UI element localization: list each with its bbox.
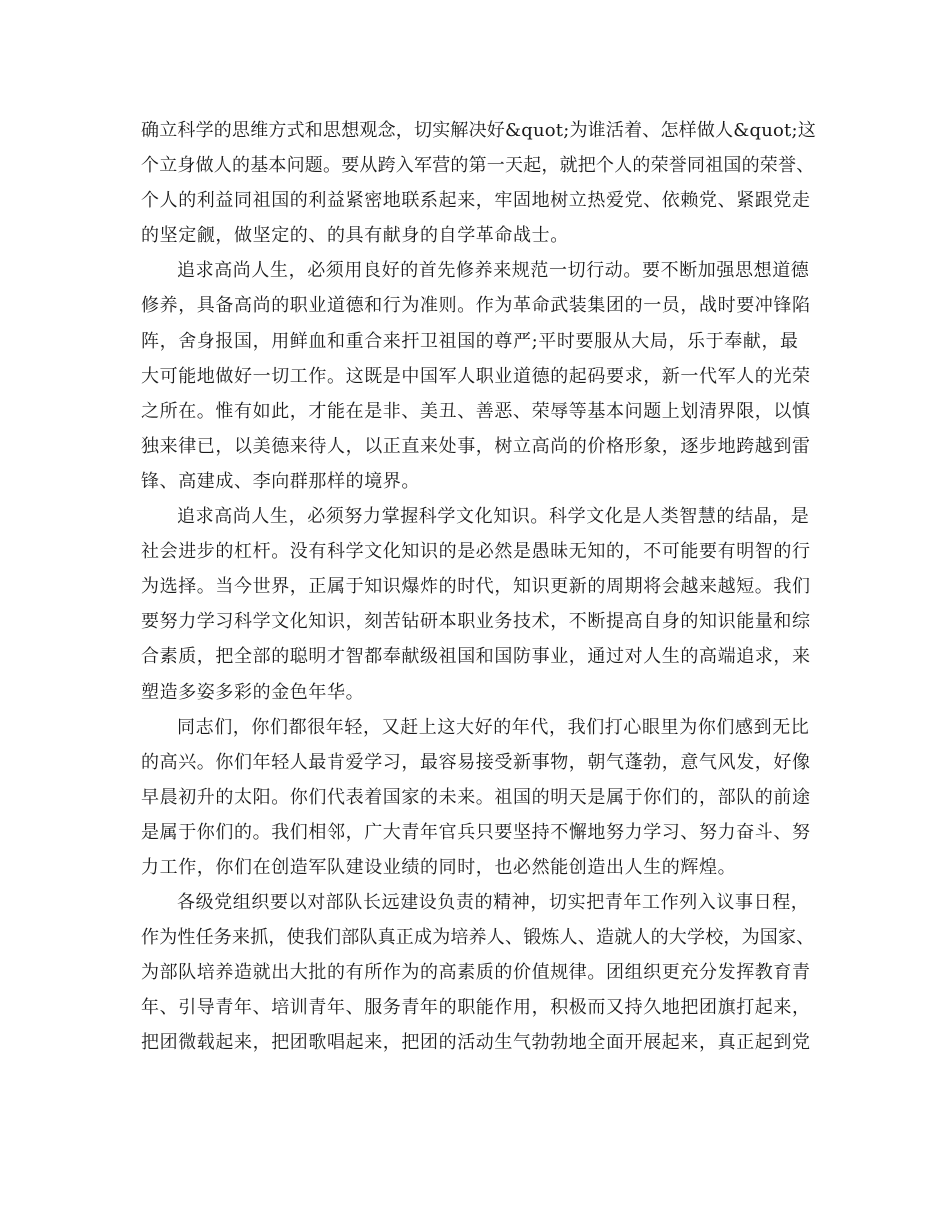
text-line: 的高兴。你们年轻人最肯爱学习，最容易接受新事物，朝气蓬勃，意气风发，好像 bbox=[141, 751, 811, 773]
paragraph-3 bbox=[141, 499, 821, 710]
paragraph-1 bbox=[141, 113, 821, 253]
text-line: 锋、高建成、李向群那样的境界。 bbox=[141, 470, 420, 492]
text-line: 追求高尚人生，必须用良好的首先修养来规范一切行动。要不断加强思想道德 bbox=[177, 260, 810, 282]
text-line: 各级党组织要以对部队长远建设负责的精神，切实把青年工作列入议事日程， bbox=[177, 892, 810, 914]
text-line: 作为性任务来抓，使我们部队真正成为培养人、锻炼人、造就人的大学校，为国家、 bbox=[141, 927, 815, 949]
text-line: 的坚定觎，做坚定的、的具有献身的自学革命战士。 bbox=[141, 225, 569, 247]
text-line: 为选择。当今世界，正属于知识爆炸的时代，知识更新的周期将会越来越短。我们 bbox=[141, 576, 811, 598]
text-line: 大可能地做好一切工作。这既是中国军人职业道德的起码要求，新一代军人的光荣 bbox=[141, 365, 811, 387]
text-line: 之所在。惟有如此，才能在是非、美丑、善恶、荣辱等基本问题上划清界限，以慎 bbox=[141, 400, 811, 422]
text-line: 合素质，把全部的聪明才智都奉献级祖国和国防事业，通过对人生的高端追求，来 bbox=[141, 646, 811, 668]
text-line: 塑造多姿多彩的金色年华。 bbox=[141, 681, 365, 703]
text-line: 同志们，你们都很年轻，又赶上这大好的年代，我们打心眼里为你们感到无比 bbox=[177, 716, 810, 738]
text-line: 修养，具备高尚的职业道德和行为准则。作为革命武装集团的一员，战时要冲锋陷 bbox=[141, 295, 811, 317]
text-line: 追求高尚人生，必须努力掌握科学文化知识。科学文化是人类智慧的结晶，是 bbox=[177, 506, 810, 528]
text-line: 要努力学习科学文化知识，刻苦钻研本职业务技术，不断提高自身的知识能量和综 bbox=[141, 611, 811, 633]
text-line: 年、引导青年、培训青年、服务青年的职能作用，积极而又持久地把团旗打起来， bbox=[141, 997, 811, 1019]
text-line: 阵，舍身报国，用鲜血和重合来扞卫祖国的尊严;平时要服从大局，乐于奉献，最 bbox=[141, 330, 799, 352]
paragraph-2 bbox=[141, 253, 821, 499]
text-line: 独来律已，以美德来待人，以正直来处事，树立高尚的价格形象，逐步地跨越到雷 bbox=[141, 435, 811, 457]
paragraph-4 bbox=[141, 710, 821, 885]
text-line: 个立身做人的基本问题。要从跨入军营的第一天起，就把个人的荣誉同祖国的荣誉、 bbox=[141, 155, 815, 177]
text-line: 早晨初升的太阳。你们代表着国家的未来。祖国的明天是属于你们的，部队的前途 bbox=[141, 786, 811, 808]
text-line: 是属于你们的。我们相邻，广大青年官兵只要坚持不懈地努力学习、努力奋斗、努 bbox=[141, 821, 811, 843]
document-body bbox=[141, 113, 821, 1061]
text-line: 力工作，你们在创造军队建设业绩的同时，也必然能创造出人生的辉煌。 bbox=[141, 856, 737, 878]
text-line: 为部队培养造就出大批的有所作为的高素质的价值规律。团组织更充分发挥教育青 bbox=[141, 962, 811, 984]
text-line: 确立科学的思维方式和思想观念，切实解决好&quot;为谁活着、怎样做人&quot;这 bbox=[141, 120, 816, 141]
text-line: 个人的利益同祖国的利益紧密地联系起来，牢固地树立热爱党、依赖党、紧跟党走 bbox=[141, 190, 811, 212]
text-line: 社会进步的杠杆。没有科学文化知识的是必然是愚昧无知的，不可能要有明智的行 bbox=[141, 541, 811, 563]
paragraph-5 bbox=[141, 885, 821, 1060]
text-line: 把团微载起来，把团歌唱起来，把团的活动生气勃勃地全面开展起来，真正起到党 bbox=[141, 1032, 811, 1054]
